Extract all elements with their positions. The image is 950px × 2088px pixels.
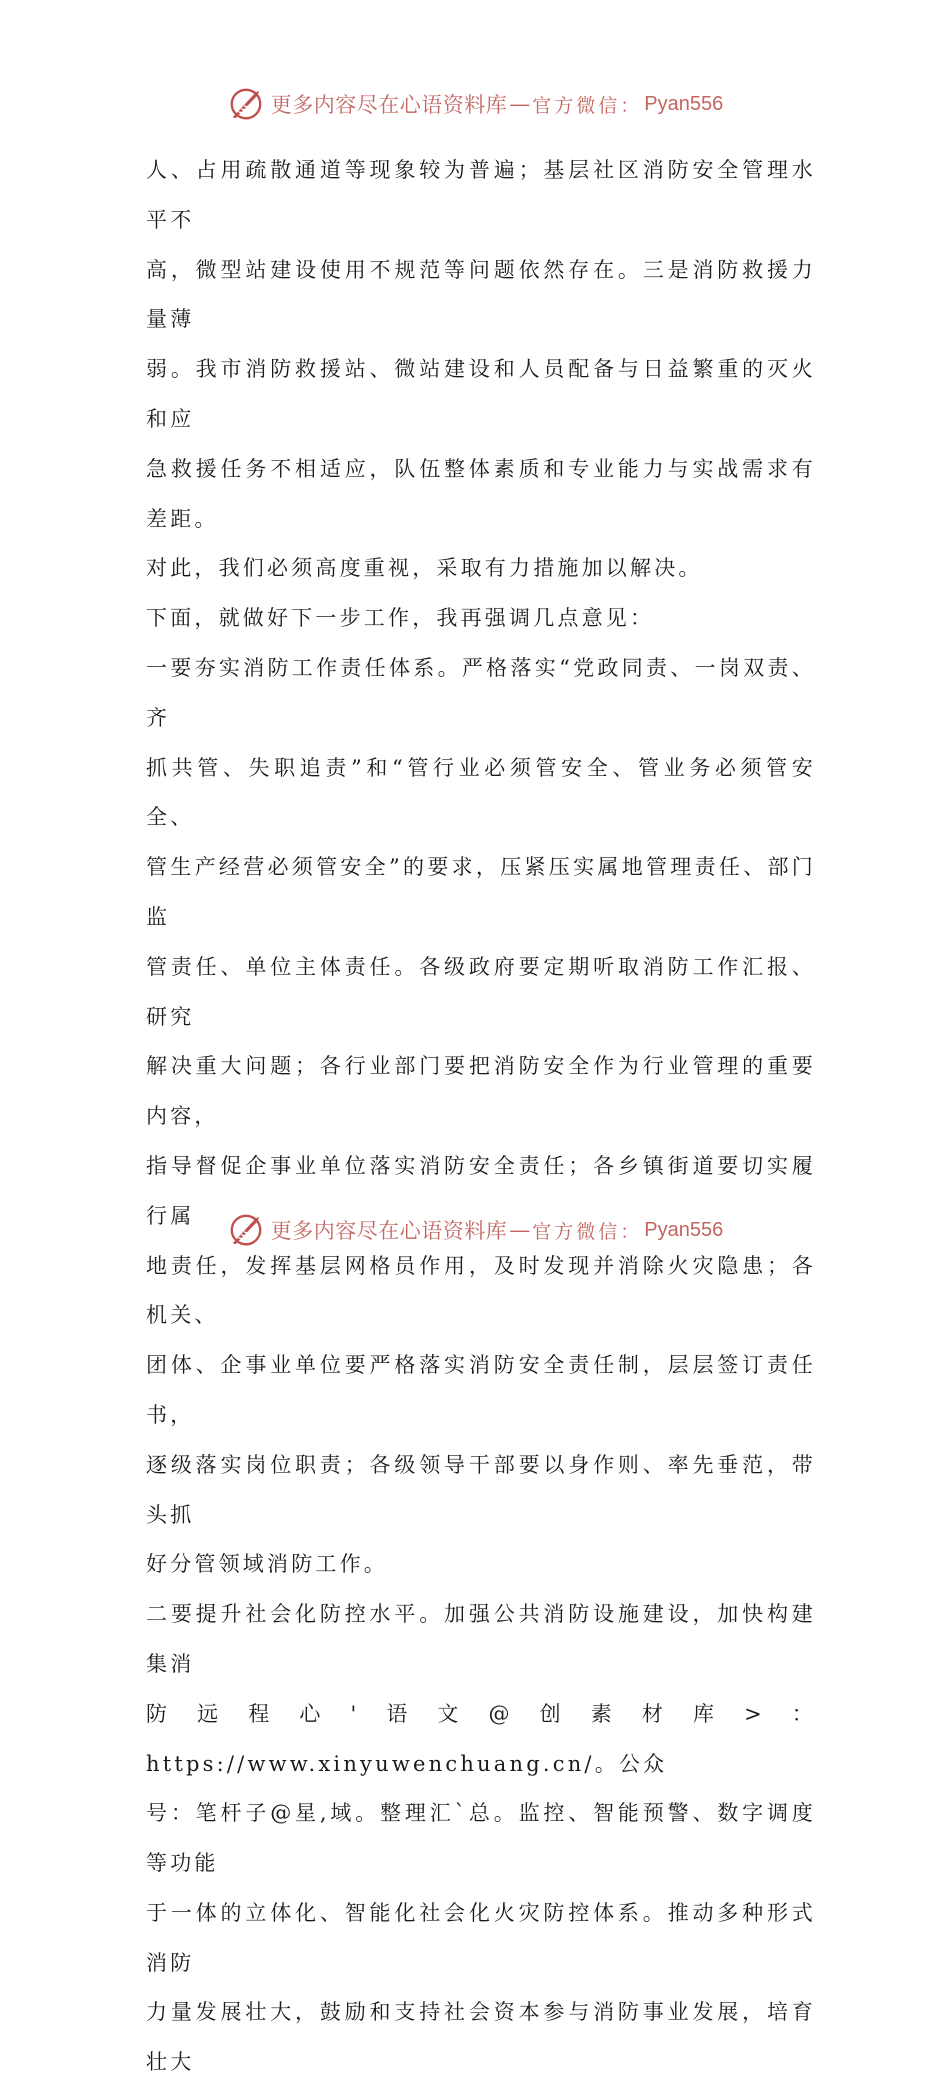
text-line: 下面，就做好下一步工作，我再强调几点意见： [146,606,655,631]
banner-wechat-label: 官方微信： [532,1220,643,1243]
footer-banner [0,1208,950,1252]
text-line: 急救援任务不相适应，队伍整体素质和专业能力与实战需求有差距。 [146,456,816,531]
text-line: 好分管领域消防工作。 [146,1552,388,1577]
text-line: 解决重大问题；各行业部门要把消防安全作为行业管理的重要内容， [146,1054,816,1129]
text-line: 地责任，发挥基层网格员作用，及时发现并消除火灾隐患；各机关、 [146,1253,816,1328]
text-line: 一要夯实消防工作责任体系。严格落实“党政同责、一岗双责、齐 [146,655,816,730]
banner-wechat-id: Pyan556 [644,1218,724,1241]
banner-wechat-label: 官方微信： [532,94,643,117]
header-banner [0,82,950,126]
text-line: 团体、企事业单位要严格落实消防安全责任制，层层签订责任书， [146,1353,816,1427]
banner-title: 更多内容尽在心语资料库 [270,1219,508,1243]
text-line: 人、占用疏散通道等现象较为普遍；基层社区消防安全管理水平不 [146,158,816,232]
document-body [146,146,816,2088]
text-line: 管生产经营必须管安全”的要求，压紧压实属地管理责任、部门监 [146,855,816,929]
banner-separator: — [509,92,531,116]
quill-logo-icon [227,85,265,123]
text-line: 抓共管、失职追责”和“管行业必须管安全、管业务必须管安全、 [146,755,816,830]
text-line: 指导督促企事业单位落实消防安全责任；各乡镇街道要切实履行属 [146,1153,816,1228]
text-line: 对此，我们必须高度重视，采取有力措施加以解决。 [146,556,703,581]
text-line: 逐级落实岗位职责；各级领导干部要以身作则、率先垂范，带头抓 [146,1452,816,1527]
text-line: 于一体的立体化、智能化社会化火灾防控体系。推动多种形式消防 [146,1900,816,1975]
text-line: 二要提升社会化防控水平。加强公共消防设施建设，加快构建集消 [146,1602,816,1676]
text-line: 高，微型站建设使用不规范等问题依然存在。三是消防救援力量薄 [146,257,816,332]
text-line: 弱。我市消防救援站、微站建设和人员配备与日益繁重的灭火和应 [146,357,816,431]
banner-title: 更多内容尽在心语资料库 [270,93,508,117]
text-line: 力量发展壮大，鼓励和支持社会资本参与消防事业发展，培育壮大 [146,2000,816,2075]
text-line: 号：笔杆子@星,域。整理汇`总。监控、智能预警、数字调度等功能 [146,1801,816,1876]
text-line: 管责任、单位主体责任。各级政府要定期听取消防工作汇报、研究 [146,954,816,1029]
quill-logo-icon [227,1211,265,1249]
text-line: 防远程心'语文@创素材库>：https://www.xinyuwenchuang.cn/。公众 [146,1701,816,1776]
banner-wechat-id: Pyan556 [644,92,724,115]
banner-separator: — [509,1218,531,1242]
